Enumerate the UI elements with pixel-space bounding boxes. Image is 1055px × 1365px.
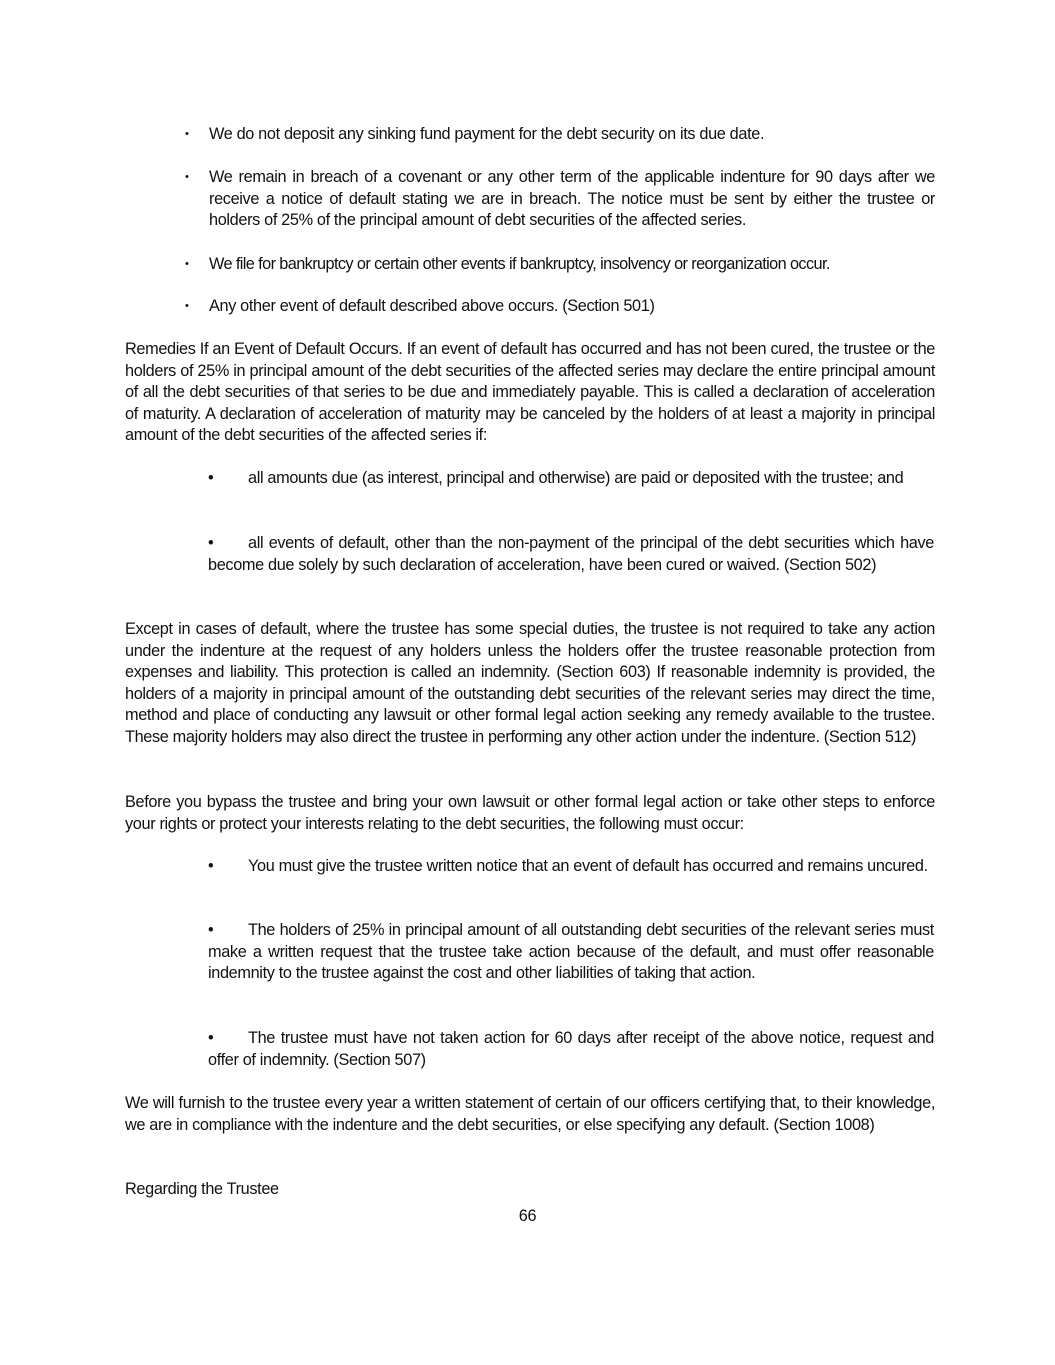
remedies-text: If an event of default has occurred and has not been cured, the trustee or the holders of 25% in principal amount of the debt securities of the affected series may declare the entire principal amount of all the debt securities of that series to be due and immediately payable. This is called a declaration of acceleration of maturity. A declaration of acceleration of maturity may be canceled by the holders of at least a majority in principal amount of the debt securities of the affected series if: xyxy=(125,340,935,444)
bullet-text: You must give the trustee written notice that an event of default has occurred and remains uncured. xyxy=(248,857,928,875)
bullet-glyph: • xyxy=(208,469,214,487)
bullet-text: We file for bankruptcy or certain other events if bankruptcy, insolvency or reorganization occur. xyxy=(209,255,830,273)
bullet-text: all events of default, other than the non-payment of the principal of the debt securities which have become due solely by such declaration of acceleration, have been cured or waived. (Section 502) xyxy=(208,534,934,574)
bullet-item xyxy=(185,124,935,146)
remedies-bullet xyxy=(208,468,934,490)
bullet-text: The holders of 25% in principal amount of all outstanding debt securities of the relevant series must make a written request that the trustee take action because of the default, and must offer reasonable indemnity to the trustee against the cost and other liabilities of taking that action. xyxy=(208,921,934,982)
bypass-bullet xyxy=(208,1028,934,1071)
bullet-glyph: • xyxy=(208,534,214,552)
section-heading-trustee: Regarding the Trustee xyxy=(125,1180,279,1198)
bullet-glyph: • xyxy=(185,258,189,270)
bullet-text: all amounts due (as interest, principal and otherwise) are paid or deposited with the trustee; and xyxy=(248,469,904,487)
bullet-glyph: • xyxy=(208,921,214,939)
bullet-text: We remain in breach of a covenant or any other term of the applicable indenture for 90 days after we receive a notice of default stating we are in breach. The notice must be sent by either the trustee or holders of 25% of the principal amount of debt securities of the affected series. xyxy=(209,168,935,229)
bullet-item xyxy=(185,254,935,276)
bullet-glyph: • xyxy=(185,128,189,140)
furnish-paragraph: We will furnish to the trustee every year a written statement of certain of our officers certifying that, to their knowledge, we are in compliance with the indenture and the debt securities, or else specifying any default. (Section 1008) xyxy=(125,1094,935,1134)
bullet-glyph: • xyxy=(185,300,189,312)
indemnity-paragraph: Except in cases of default, where the trustee has some special duties, the trustee is not required to take any action under the indenture at the request of any holders unless the holders offer the trustee reasonable protection from expenses and liability. This protection is called an indemnity. (Section 603) If reasonable indemnity is provided, the holders of a majority in principal amount of the outstanding debt securities of the relevant series may direct the time, method and place of conducting any lawsuit or other formal legal action seeking any remedy available to the trustee. These majority holders may also direct the trustee in performing any other action under the indenture. (Section 512) xyxy=(125,620,935,746)
bullet-item xyxy=(185,167,935,232)
remedies-paragraph xyxy=(125,339,935,447)
bullet-glyph: • xyxy=(208,1029,214,1047)
bullet-text: We do not deposit any sinking fund payment for the debt security on its due date. xyxy=(209,125,765,143)
remedies-heading: Remedies If an Event of Default Occurs. xyxy=(125,340,403,358)
bullet-text: Any other event of default described above occurs. (Section 501) xyxy=(209,297,655,315)
bullet-item xyxy=(185,296,935,318)
bullet-glyph: • xyxy=(185,171,189,183)
bypass-paragraph: Before you bypass the trustee and bring your own lawsuit or other formal legal action or take other steps to enforce your rights or protect your interests relating to the debt securities, the following must occur: xyxy=(125,793,935,833)
bullet-glyph: • xyxy=(208,857,214,875)
page-number: 66 xyxy=(518,1207,537,1225)
bypass-bullet xyxy=(208,856,934,878)
bullet-text: The trustee must have not taken action for 60 days after receipt of the above notice, request and offer of indemnity. (Section 507) xyxy=(208,1029,934,1069)
remedies-bullet xyxy=(208,533,934,576)
bypass-bullet xyxy=(208,920,934,985)
